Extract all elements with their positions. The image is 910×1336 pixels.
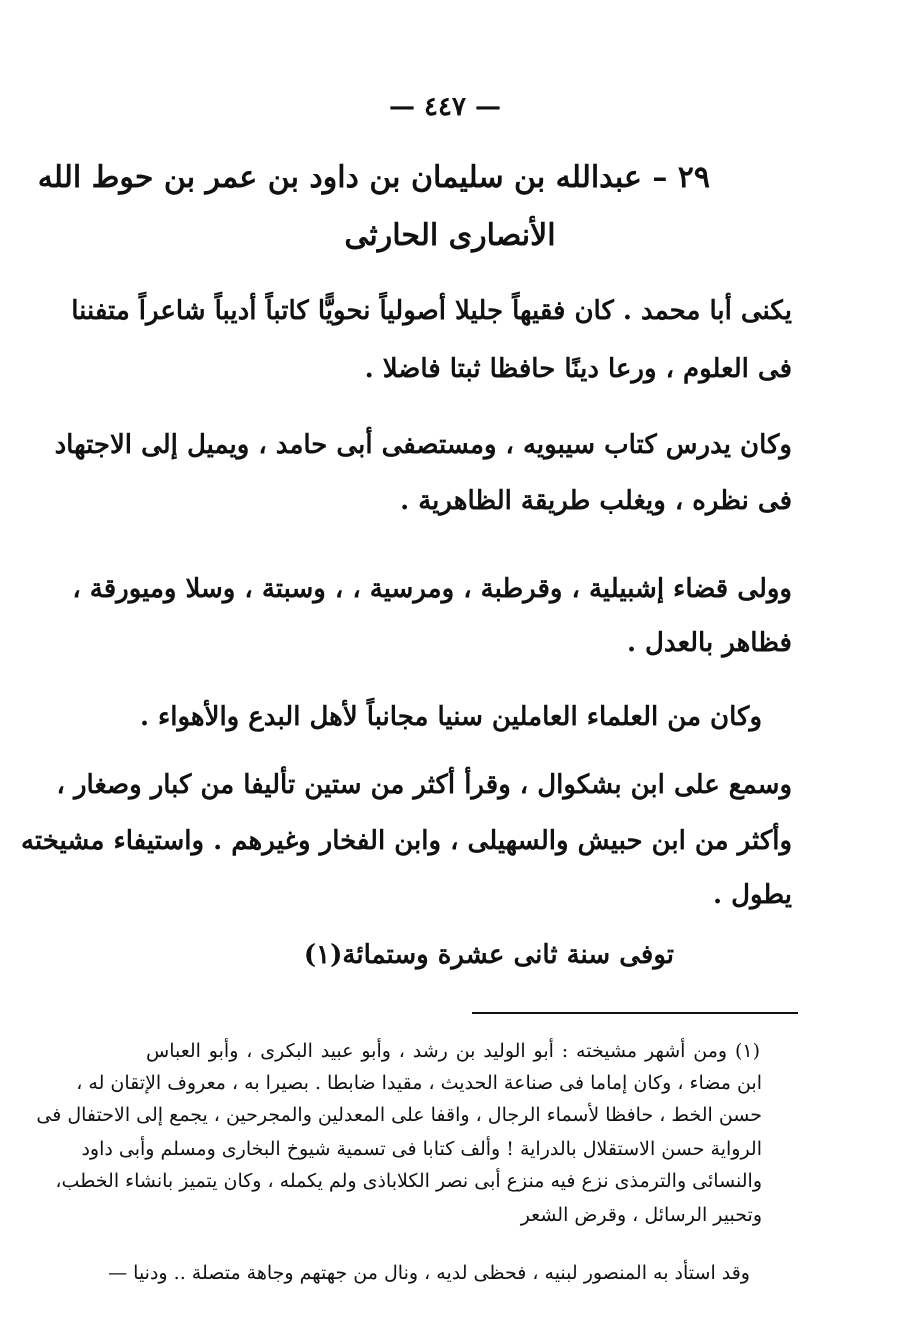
body-line: فظاهر بالعدل . (626, 628, 792, 658)
footnote-line: حسن الخط ، حافظا لأسماء الرجال ، واقفا على المعدلين والمجرحين ، يجمع إلى الاحتفال فى (36, 1104, 762, 1126)
body-line: وولى قضاء إشبيلية ، وقرطبة ، ومرسية ، ، وسبتة ، وسلا وميورقة ، (72, 574, 792, 604)
entry-heading: ٢٩ – عبدالله بن سليمان بن داود بن عمر بن حوط الله (37, 160, 710, 195)
body-line: وكان يدرس كتاب سيبويه ، ومستصفى أبى حامد ، ويميل إلى الاجتهاد (54, 430, 792, 460)
footnote-line: والنسائى والترمذى نزع فيه منزع أبى نصر الكلاباذى ولم يكمله ، وكان يتميز بانشاء الخطب، (55, 1170, 762, 1192)
death-date-line: توفى سنة ثانى عشرة وستمائة(١) (303, 940, 674, 970)
footnote-line: (١) ومن أشهر مشيخته : أبو الوليد بن رشد ، وأبو عبيد البكرى ، وأبو العباس (146, 1040, 760, 1062)
footnote-divider (472, 1012, 798, 1014)
body-line: فى العلوم ، ورعا دينًا حافظا ثبتا فاضلا . (364, 354, 792, 384)
body-line: فى نظره ، ويغلب طريقة الظاهرية . (400, 486, 792, 516)
page-number: — ٤٤٧ — (388, 92, 502, 122)
body-line: يكنى أبا محمد . كان فقيهاً جليلا أصولياً نحويًّا كاتباً أديباً شاعراً متفننا (71, 296, 792, 326)
body-line: يطول . (713, 880, 792, 910)
entry-heading-subtitle: الأنصارى الحارثى (344, 218, 556, 253)
footnote-line: الرواية حسن الاستقلال بالدراية ! وألف كتابا فى تسمية شيوخ البخارى ومسلم وأبى داود (81, 1138, 762, 1160)
footnote-line: ابن مضاء ، وكان إماما فى صناعة الحديث ، مقيدا ضابطا . بصيرا به ، معروف الإتقان له ، (76, 1072, 762, 1094)
body-line: وسمع على ابن بشكوال ، وقرأ أكثر من ستين تأليفا من كبار وصغار ، (56, 770, 792, 800)
body-line: وكان من العلماء العاملين سنيا مجانباً لأهل البدع والأهواء . (139, 702, 762, 732)
footnote-line: وتحبير الرسائل ، وقرض الشعر (520, 1204, 762, 1226)
body-line: وأكثر من ابن حبيش والسهيلى ، وابن الفخار وغيرهم . واستيفاء مشيخته (20, 826, 792, 856)
footnote-line: وقد استأد به المنصور لبنيه ، فحظى لديه ، ونال من جهتهم وجاهة متصلة .. ودنيا — (108, 1262, 750, 1284)
